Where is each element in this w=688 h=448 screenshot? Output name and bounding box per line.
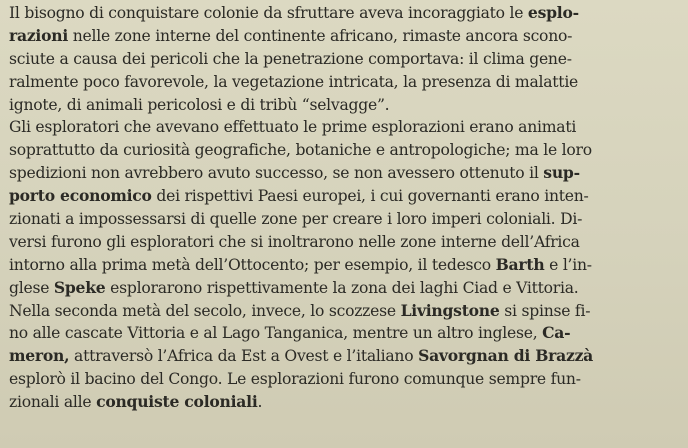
- text-run: esplorarono rispettivamente la zona dei laghi Ciad e Vittoria.: [105, 278, 579, 297]
- text-line: [9, 322, 682, 345]
- bold-term: Barth: [495, 254, 545, 274]
- text-line: [9, 185, 682, 208]
- text-run: attraversò l’Africa da Est a Ovest e l’italiano: [69, 347, 419, 366]
- text-run: zionati a impossessarsi di quelle zone per creare i loro imperi coloniali. Di-: [9, 210, 583, 229]
- bold-term: Savorgnan di Brazzà: [418, 346, 594, 366]
- text-run: ignote, di animali pericolosi e di tribù “selvagge”.: [9, 95, 390, 114]
- bold-term: razioni: [9, 25, 69, 45]
- text-run: ralmente poco favorevole, la vegetazione intricata, la presenza di malattie: [9, 72, 579, 91]
- text-line: [9, 2, 682, 25]
- text-line: [9, 94, 682, 117]
- text-run: soprattutto da curiosità geografiche, botaniche e antropologiche; ma le loro: [9, 141, 592, 160]
- bold-term: Livingstone: [400, 300, 500, 320]
- text-run: esplorò il bacino del Congo. Le esplorazioni furono comunque sempre fun-: [9, 370, 581, 389]
- bold-term: porto economico: [9, 186, 152, 206]
- text-line: [9, 25, 682, 48]
- text-run: nelle zone interne del continente africano, rimaste ancora scono-: [68, 26, 573, 45]
- text-line: [9, 277, 682, 300]
- bold-term: esplo-: [527, 3, 579, 22]
- text-run: Gli esploratori che avevano effettuato le prime esplorazioni erano animati: [9, 118, 577, 137]
- text-run: e l’in-: [544, 255, 592, 274]
- text-run: spedizioni non avrebbero avuto successo, se non avessero ottenuto il: [9, 164, 544, 183]
- bold-term: Speke: [53, 277, 106, 297]
- text-run: si spinse fi-: [499, 301, 591, 320]
- text-line: [9, 139, 682, 162]
- text-line: [9, 254, 682, 277]
- text-line: [9, 116, 682, 139]
- paragraph: [9, 116, 682, 299]
- text-line: [9, 208, 682, 231]
- text-line: [9, 231, 682, 254]
- paragraph: [9, 300, 682, 414]
- text-run: no alle cascate Vittoria e al Lago Tanganica, mentre un altro inglese,: [9, 324, 543, 343]
- text-line: [9, 71, 682, 94]
- bold-term: meron,: [9, 346, 70, 366]
- text-run: intorno alla prima metà dell’Ottocento; per esempio, il tedesco: [9, 255, 496, 274]
- text-run: .: [257, 393, 263, 412]
- text-run: versi furono gli esploratori che si inoltrarono nelle zone interne dell’Africa: [9, 232, 580, 251]
- text-run: Nella seconda metà del secolo, invece, lo scozzese: [9, 301, 401, 320]
- paragraph: [9, 2, 682, 116]
- text-line: [9, 368, 682, 391]
- bold-term: Ca-: [542, 323, 571, 343]
- text-line: [9, 162, 682, 185]
- bold-term: sup-: [543, 163, 580, 183]
- text-run: glese: [9, 278, 54, 297]
- bold-term: conquiste coloniali: [96, 392, 258, 412]
- text-run: zionali alle: [9, 393, 97, 412]
- text-run: dei rispettivi Paesi europei, i cui governanti erano inten-: [151, 187, 589, 206]
- text-line: [9, 345, 682, 368]
- text-line: [9, 300, 682, 323]
- text-run: Il bisogno di conquistare colonie da sfruttare aveva incoraggiato le: [9, 4, 528, 22]
- text-line: [9, 391, 682, 414]
- text-line: [9, 48, 682, 71]
- text-run: sciute a causa dei pericoli che la penetrazione comportava: il clima gene-: [9, 49, 572, 68]
